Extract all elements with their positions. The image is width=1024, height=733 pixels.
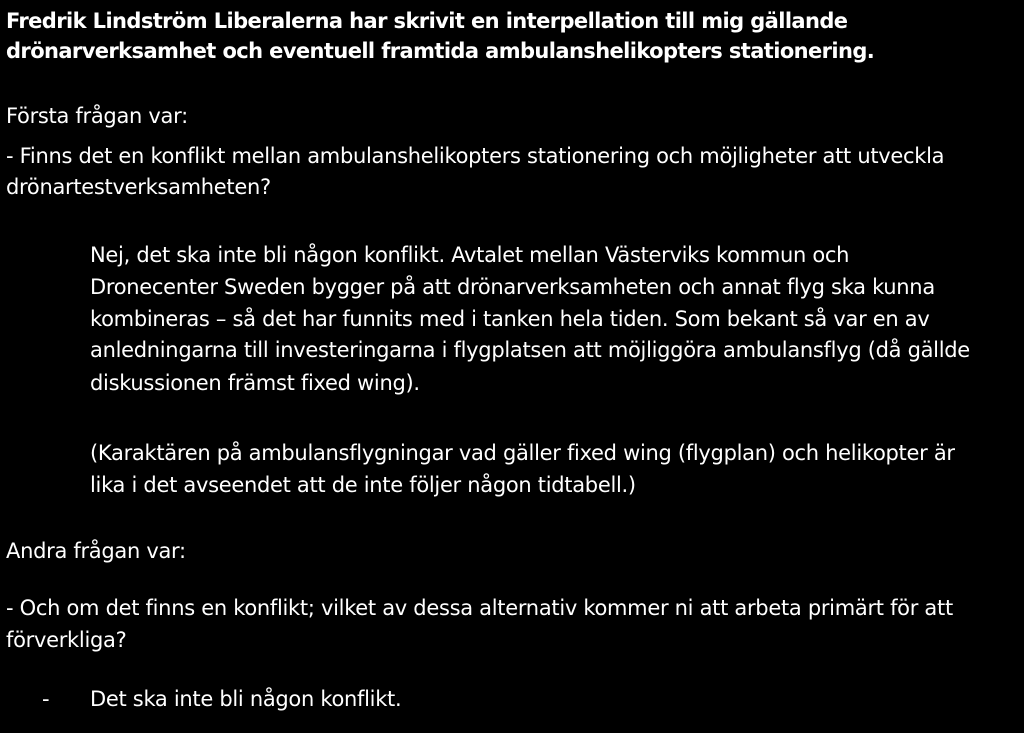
answer-1-line-4: anledningarna till investeringarna i flygplatsen att möjliggöra ambulansflyg (då gällde: [90, 338, 970, 362]
heading-line-2: drönarverksamhet och eventuell framtida ambulanshelikopters stationering.: [6, 39, 875, 63]
question-1-label: Första frågan var:: [6, 104, 188, 128]
answer-2-text: Det ska inte bli någon konflikt.: [90, 687, 402, 711]
question-1-line-1: - Finns det en konflikt mellan ambulanshelikopters stationering och möjligheter att utveckla: [6, 144, 945, 168]
question-1-line-2: drönartestverksamheten?: [6, 175, 271, 199]
answer-1-line-5: diskussionen främst fixed wing).: [90, 371, 420, 395]
answer-1-line-2: Dronecenter Sweden bygger på att drönarverksamheten och annat flyg ska kunna: [90, 275, 935, 299]
note-line-1: (Karaktären på ambulansflygningar vad gäller fixed wing (flygplan) och helikopter är: [90, 441, 955, 465]
heading-line-1: Fredrik Lindström Liberalerna har skrivit en interpellation till mig gällande: [6, 9, 848, 33]
answer-1-line-3: kombineras – så det har funnits med i tanken hela tiden. Som bekant så var en av: [90, 307, 930, 331]
note-line-2: lika i det avseendet att de inte följer någon tidtabell.): [90, 473, 636, 497]
answer-2-bullet: -: [42, 687, 50, 711]
question-2-label: Andra frågan var:: [6, 539, 186, 563]
question-2-line-2: förverkliga?: [6, 628, 127, 652]
question-2-line-1: - Och om det finns en konflikt; vilket av dessa alternativ kommer ni att arbeta primärt för att: [6, 596, 953, 620]
answer-1-line-1: Nej, det ska inte bli någon konflikt. Avtalet mellan Västerviks kommun och: [90, 243, 850, 267]
